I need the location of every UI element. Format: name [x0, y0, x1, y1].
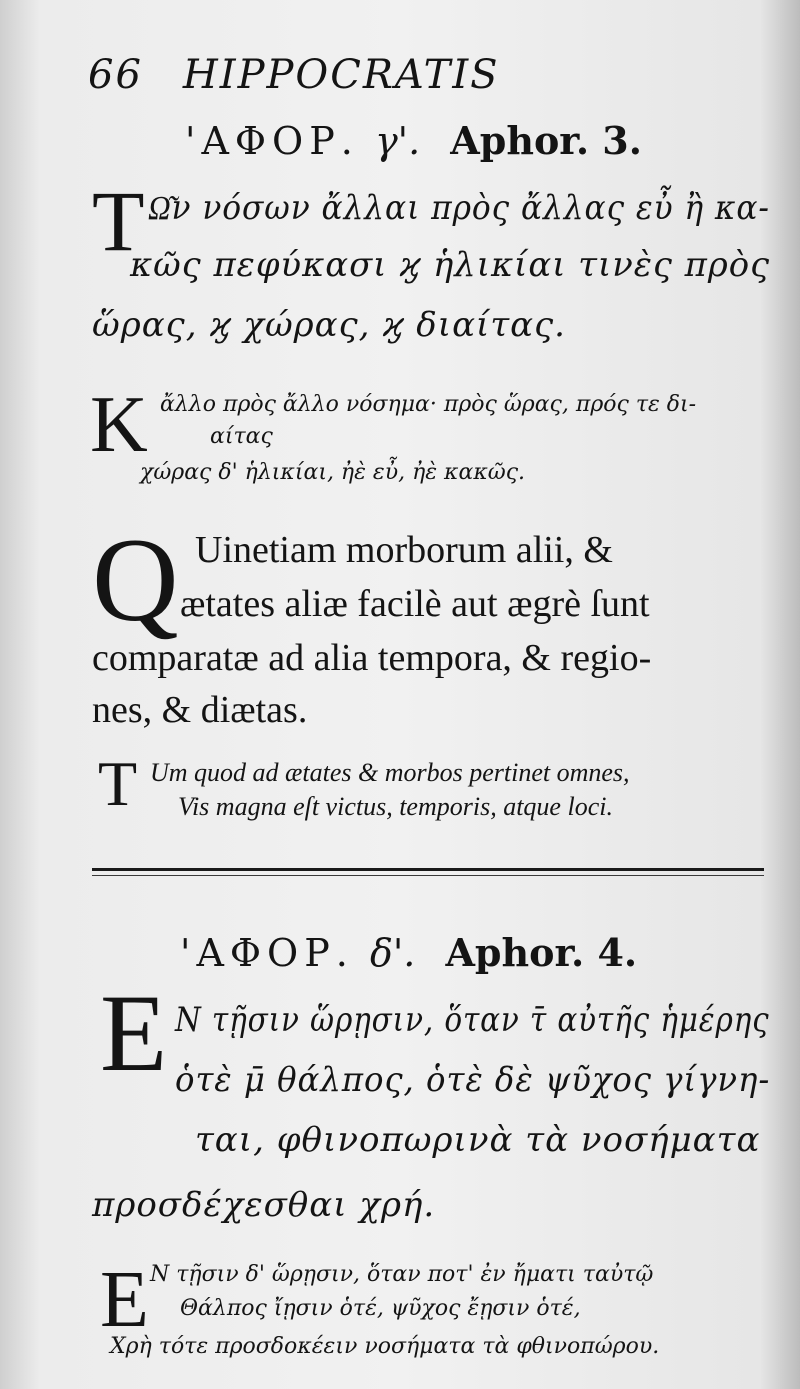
- greek-line-1: Ω͂ν νόσων ἄλλαι πρὸς ἄλλας εὖ ἢ κα-: [148, 188, 770, 228]
- greek-verse-line-1: Ν τῇσιν δ' ὥρῃσιν, ὅταν ποτ' ἐν ἤματι ταὐτῷ: [150, 1262, 654, 1287]
- section-rule: [92, 868, 764, 871]
- latin-verse-line-1: Um quod ad ætates & morbos pertinet omnes,: [150, 758, 630, 787]
- greek-verse-line-1: ἄλλο πρὸς ἄλλο νόσημα· πρὸς ὥρας, πρός τε δι-: [160, 392, 697, 417]
- latin-heading: Aphor. 4.: [445, 930, 638, 975]
- greek-heading: 'ΑΦΟΡ.: [180, 931, 354, 975]
- dropcap-latin-3: Q: [92, 513, 179, 646]
- running-head: [88, 52, 500, 98]
- section-rule-thin: [92, 875, 764, 876]
- aphorism-4-heading: [180, 930, 637, 975]
- greek-line-3: ται, φθινοπωρινὰ τὰ νοσήματα: [195, 1120, 761, 1160]
- latin-line-1: Uinetiam morborum alii, &: [195, 529, 613, 571]
- latin-line-3: comparatæ ad alia tempora, & regio-: [92, 637, 652, 679]
- greek-line-2: κῶς πεφύκασι ϗ ἡλικίαι τινὲς πρὸς: [130, 245, 771, 285]
- greek-verse-line-2: Θάλπος ἴῃσιν ὁτέ, ψῦχος ἔῃσιν ὁτέ,: [180, 1296, 581, 1321]
- greek-verse-line-2: αίτας: [210, 424, 273, 449]
- greek-line-3: ὥρας, ϗ χώρας, ϗ διαίτας.: [92, 305, 566, 345]
- dropcap-greek-3: T: [92, 173, 145, 269]
- dropcap-greek-verse-4: E: [100, 1256, 149, 1344]
- dropcap-greek-verse-3: K: [90, 381, 148, 469]
- greek-line-1: Ν τῇσιν ὥρῃσιν, ὅταν τ̄ αὐτῆς ἡμέρης: [175, 1000, 770, 1040]
- latin-verse-line-2: Vis magna eſt victus, temporis, atque loci.: [178, 792, 613, 821]
- greek-line-2: ὁτὲ μ̄ θάλπος, ὁτὲ δὲ ψῦχος γίγνη-: [175, 1060, 771, 1100]
- running-title: HIPPOCRATIS: [182, 52, 500, 98]
- latin-line-4: nes, & diætas.: [92, 689, 308, 731]
- greek-line-4: προσδέχεσθαι χρή.: [92, 1185, 436, 1225]
- greek-heading: 'ΑΦΟΡ.: [185, 119, 359, 163]
- greek-verse-line-3: χώρας δ' ἡλικίαι, ἠὲ εὖ, ἠὲ κακῶς.: [140, 460, 526, 485]
- greek-number: δ'.: [369, 931, 416, 975]
- latin-line-2: ætates aliæ facilè aut ægrè ſunt: [180, 583, 650, 625]
- greek-number: γ'.: [374, 119, 421, 163]
- page-number: 66: [88, 52, 143, 98]
- greek-verse-line-3: Χρὴ τότε προσδοκέειν νοσήματα τὰ φθινοπώρου.: [110, 1334, 660, 1359]
- dropcap-latin-verse-3: T: [98, 748, 138, 819]
- latin-heading: Aphor. 3.: [450, 118, 642, 163]
- dropcap-greek-4: E: [100, 972, 168, 1094]
- aphorism-3-heading: [185, 118, 642, 163]
